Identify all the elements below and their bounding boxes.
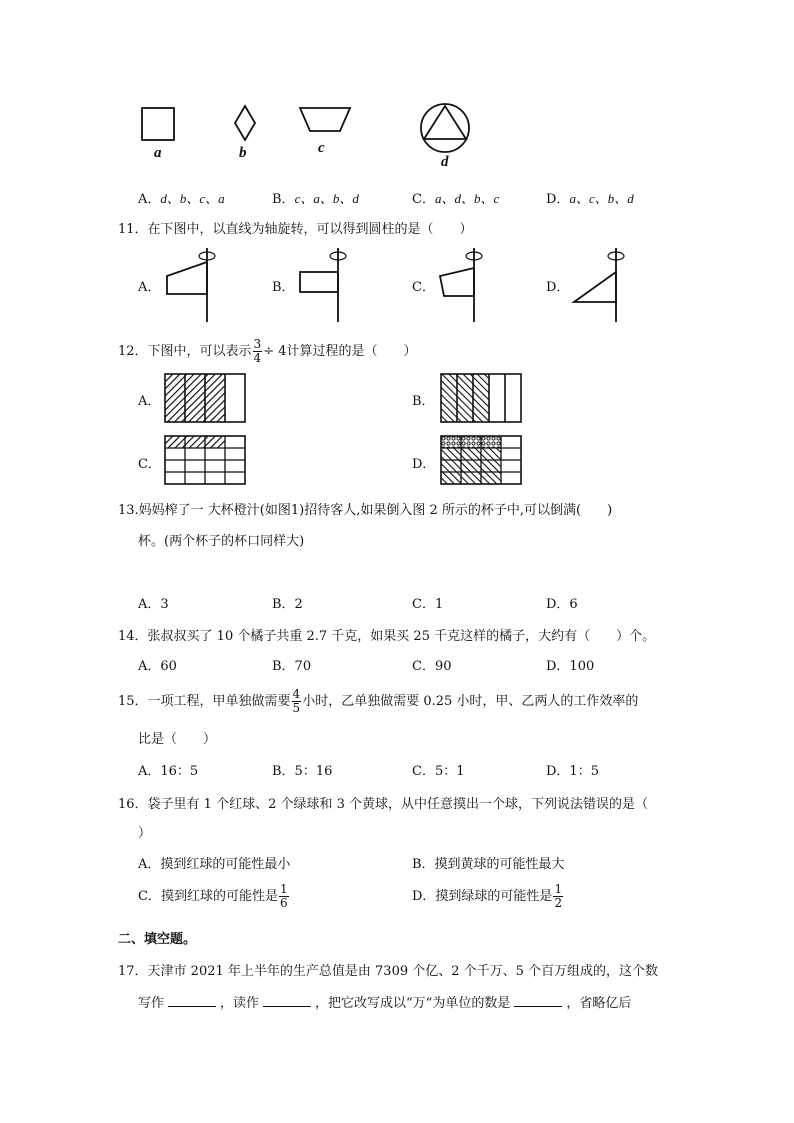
q11-label-a[interactable]: A． xyxy=(138,280,161,295)
q15-fraction: $\frac{4}{5}$ xyxy=(292,687,301,715)
q17-blank-1[interactable] xyxy=(168,996,216,1007)
q13-option-a[interactable]: A．3 xyxy=(138,597,169,612)
q11-figure-a xyxy=(155,246,225,324)
q13-option-c[interactable]: C．1 xyxy=(412,597,444,612)
q16-stem-line1: 16．袋子里有 1 个红球、2 个绿球和 3 个黄球，从中任意摸出一个球，下列说法错误的是（ xyxy=(118,797,649,812)
q14-option-b[interactable]: B．70 xyxy=(272,659,312,674)
q15-option-c[interactable]: C．5：1 xyxy=(412,764,465,779)
q12-figure-c xyxy=(165,436,247,486)
q11-label-c[interactable]: C． xyxy=(412,280,435,295)
q16-stem-line2: ） xyxy=(138,826,152,841)
q10-option-b[interactable]: B．c、a、b、d xyxy=(272,191,359,207)
fig-label-c: c xyxy=(318,140,325,156)
q12-label-a[interactable]: A． xyxy=(138,394,161,409)
q12-figure-d xyxy=(441,436,523,486)
q11-stem: 11．在下图中，以直线为轴旋转，可以得到圆柱的是（ ） xyxy=(118,222,473,237)
q12-label-c[interactable]: C． xyxy=(138,457,161,472)
q12-fraction: $\frac{3}{4}$ xyxy=(253,337,262,365)
q10-option-c[interactable]: C．a、d、b、c xyxy=(412,191,500,207)
q12-label-b[interactable]: B． xyxy=(412,394,435,409)
rhombus-shape xyxy=(235,106,255,140)
fig-label-d: d xyxy=(441,154,449,170)
circle-shape xyxy=(421,104,469,152)
q12-figure-a xyxy=(165,374,247,424)
q10-option-a[interactable]: A．d、b、c、a xyxy=(138,191,225,207)
q14-option-a[interactable]: A．60 xyxy=(138,659,177,674)
q10-shapes-svg xyxy=(130,98,490,176)
q15-option-a[interactable]: A．16：5 xyxy=(138,764,199,779)
section-title: 二、填空题。 xyxy=(118,932,197,947)
trapezoid-shape xyxy=(300,108,350,131)
q13-option-b[interactable]: B．2 xyxy=(272,597,303,612)
q14-option-d[interactable]: D．100 xyxy=(546,659,595,674)
q16-d-fraction: $\frac{1}{2}$ xyxy=(554,882,563,910)
q11-figure-d xyxy=(566,246,636,324)
q11-figure-b xyxy=(290,246,360,324)
q14-stem: 14．张叔叔买了 10 个橘子共重 2.7 千克，如果买 25 千克这样的橘子，大约有（ ）个。 xyxy=(118,629,656,644)
q13-stem-line2: 杯。(两个杯子的杯口同样大) xyxy=(138,534,305,549)
q15-stem-line2: 比是（ ） xyxy=(138,732,217,747)
square-shape xyxy=(142,108,174,140)
q15-option-b[interactable]: B．5：16 xyxy=(272,764,333,779)
q17-blank-3[interactable] xyxy=(514,996,562,1007)
q16-option-a[interactable]: A．摸到红球的可能性最小 xyxy=(138,857,291,872)
q13-stem-line1: 13.妈妈榨了一 大杯橙汁(如图1)招待客人,如果倒入图 2 所示的杯子中,可以倒满( ) xyxy=(118,503,613,518)
q16-option-d[interactable]: D．摸到绿球的可能性是 $\frac{1}{2}$ xyxy=(412,882,563,910)
q16-option-b[interactable]: B．摸到黄球的可能性最大 xyxy=(412,857,565,872)
q10-option-d[interactable]: D．a、c、b、d xyxy=(546,191,634,207)
q11-figure-c xyxy=(432,246,502,324)
q12-label-d[interactable]: D． xyxy=(412,457,436,472)
q17-line1: 17．天津市 2021 年上半年的生产总值是由 7309 个亿、2 个千万、5 个百万组成的，这个数 xyxy=(118,964,659,979)
fig-label-a: a xyxy=(154,145,162,161)
q13-option-d[interactable]: D．6 xyxy=(546,597,578,612)
q11-label-b[interactable]: B． xyxy=(272,280,295,295)
q12-figure-b xyxy=(441,374,523,424)
q16-c-fraction: $\frac{1}{6}$ xyxy=(279,882,288,910)
q15-option-d[interactable]: D．1：5 xyxy=(546,764,599,779)
q17-line2: 写作 ，读作 ，把它改写成以“万“为单位的数是 ，省略亿后 xyxy=(138,996,632,1011)
fig-label-b: b xyxy=(239,145,247,161)
triangle-in-circle-shape xyxy=(424,106,466,139)
q15-stem-line1: 15．一项工程，甲单独做需要 $\frac{4}{5}$ 小时，乙单独做需要 0.25 小时，甲、乙两人的工作效率的 xyxy=(118,687,639,715)
q14-option-c[interactable]: C．90 xyxy=(412,659,452,674)
q11-label-d[interactable]: D． xyxy=(546,280,570,295)
q16-option-c[interactable]: C．摸到红球的可能性是 $\frac{1}{6}$ xyxy=(138,882,288,910)
q12-stem: 12．下图中，可以表示 $\frac{3}{4}$ ÷ 4计算过程的是（ ） xyxy=(118,337,417,365)
q17-blank-2[interactable] xyxy=(263,996,311,1007)
